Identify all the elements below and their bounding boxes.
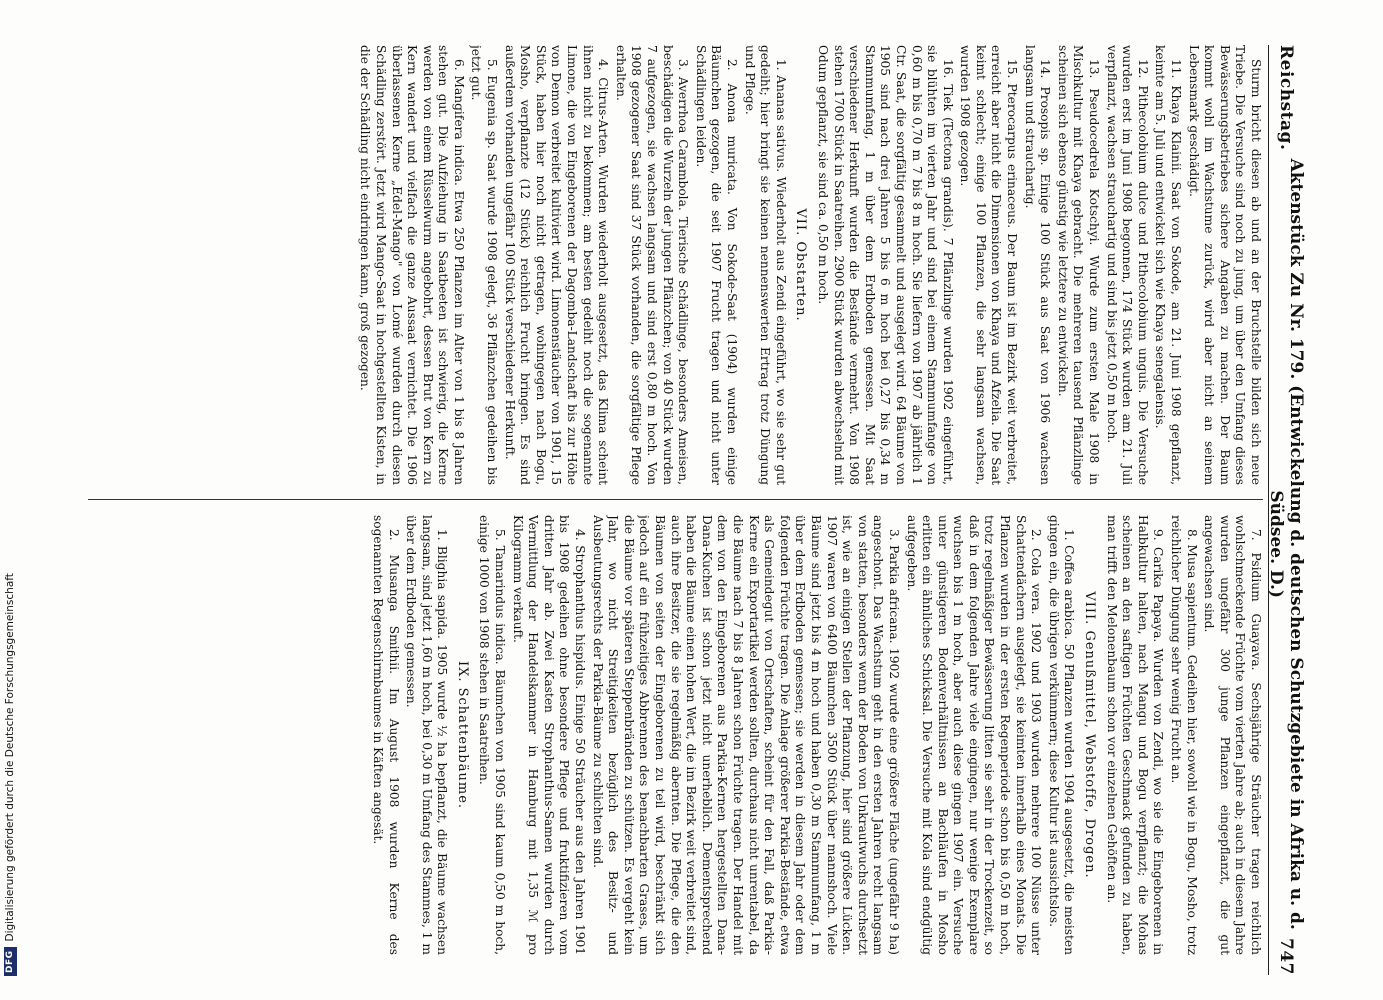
section-heading: VIII. Genußmittel, Webstoffe, Drogen. bbox=[1082, 591, 1098, 879]
text-columns bbox=[88, 45, 1263, 975]
section-heading: VII. Obstarten. bbox=[793, 208, 809, 322]
paragraph: 3. Parkia africana. 1902 wurde eine größere Fläche (ungefähr 9 ha) angeschont. Das Wachstum geht in den ersten Jahren recht langsam von statten, besonders wenn der Boden von Unkrautwuchs durchsetzt ist, wie an einigen Stellen der Pflanzung, hier sind größere Lücken. 1907 waren von 6400 Bäumchen 3500 Stück über mannshoch. Viele Bäume sind jetzt bis 4 m hoch und haben 0,30 m Stammumfang, 1 m über dem Erdboden gemessen; sie werden in diesem Jahr oder dem folgenden Früchte tragen. Die Anlage größerer Parkia-Bestände, etwa als Gemeindegut von Ortschaften, scheint für den Fall, daß Parkia-Kerne ein Exportartikel werden sollten, durchaus nicht unrentabel, da die Bäume nach 7 bis 8 Jahren schon Früchte tragen. Der Handel mit dem von den Eingeborenen aus Parkia-Kernen hergestellten Dana-Dana-Kuchen ist schon jetzt nicht unerheblich. Dementsprechend haben die Bäume einen hohen Wert, die im Bezirk weit verbreitet sind, auch ihre Besitzer, die sie regelmäßig abernten. Die Pflege, die den Bäumen von seiten der Eingeborenen zu teil wird, beschränkt sich jedoch auf ein frühzeitiges Abbrennen des benachbarten Grases, um die Bäume vor späteren Steppenbränden zu schützen. Es vergeht kein Jahr, wo nicht Streitigkeiten bezüglich des Besitz- und Ausbeutungsrechts der Parkia-Bäume zu schlichten sind. bbox=[590, 515, 901, 955]
credit-text: Digitalisierung gefördert durch die Deutsche Forschungsgemeinschaft bbox=[4, 573, 16, 942]
column-divider bbox=[88, 499, 1263, 500]
paragraph: 1. Blighia sapida. 1905 wurde ½ ha bepflanzt, die Bäume wachsen langsam, sind jetzt 1,60 m hoch, bei 0,30 m Umfang des Stammes, 1 m über dem Erdboden gemessen. bbox=[404, 515, 450, 955]
paragraph: 4. Citrus-Arten. Wurden wiederholt ausgesetzt, das Klima scheint ihnen nicht zu bekommen; am besten gedeiht noch die sogenannte Limone, die von Eingeborenen der Dagomba-Landschaft bis zur Höhe von Demon verbreitet kultiviert wird. Limonenstäucher von 1901, 15 Stück, haben hier noch nicht getragen, wohingegen nach Bogu, Mosho, verpflanzte (12 Stück) reichlich Frucht bringen. Es sind außerdem vorhanden ungefähr 100 Stück verschiedener Herkunft. bbox=[502, 45, 611, 485]
right-column bbox=[88, 515, 1263, 955]
paragraph: 1. Coffea arabica. 50 Pflanzen wurden 1904 ausgesetzt, die meisten gingen ein, die übrigen verkümmern; diese Kultur ist aussichtslos. bbox=[1046, 515, 1077, 955]
paragraph: 2. Anona muricata. Von Sokode-Saat (1904) wurden einige Bäumchen gezogen, die seit 1907 Frucht tragen und nicht unter Schädlingen leiden. bbox=[693, 45, 739, 485]
digitization-credit bbox=[1, 0, 19, 1000]
paragraph: 9. Carika Papaya. Wurden von Zendi, wo sie die Eingeborenen in Halbkultur halten, nach Mangu und Bogu verpflanzt; die Mohas scheinen an den saftigen Früchten Geschmack gefunden zu haben, man trifft den Melonenbaum schon vor einzelnen Gehöften an. bbox=[1104, 515, 1166, 955]
paragraph: 4. Strophanthus hispidus. Einige 50 Sträucher aus den Jahren 1901 bis 1908 gedeihen ohne besondere Pflege und fruktifizieren vom dritten Jahr ab. Zwei Kasten Strophanthus-Samen wurden durch Vermittlung der Handelskammer in Hamburg mit 1,35 ℳ pro Kilogramm verkauft. bbox=[510, 515, 588, 955]
paragraph: 11. Khaya Klainii. Saat von Sokode, am 21. Juni 1908 gepflanzt, keimte am 5. Juli und entwickelt sich wie Khaya senegalensis. bbox=[1153, 45, 1184, 485]
paragraph: 5. Tamarindus indica. Bäumchen von 1905 sind kaum 0,50 m hoch, einige 1000 von 1908 stehen in Saatreihen. bbox=[477, 515, 508, 955]
paragraph: 3. Averrhoa Carambola. Tierische Schädlinge, besonders Ameisen, beschädigen die Wurzeln der jungen Pflänzchen; von 40 Stück wurden 7 aufgezogen, sie wachsen langsam und sind erst 0,80 m hoch. Von 1908 gezogener Saat sind 37 Stück vorhanden, die sorgfältige Pflege erhalten. bbox=[613, 45, 691, 485]
paragraph: Sturm bricht diesen ab und an der Bruchstelle bilden sich neue Triebe. Die Versuche sind noch zu jung, um über den Umfang dieses Bewässerungsbetriebes sichere Angaben zu machen. Der Baum kommt wohl im Wachstume zurück, wird aber nicht an seinem Lebensmark geschädigt. bbox=[1186, 45, 1263, 485]
paragraph: 15. Pterocarpus erinaceus. Der Baum ist im Bezirk weit verbreitet, erreicht aber nicht die Dimensionen von Khaya und Afzelia. Die Saat keimt schlecht; einige 100 Pflanzen, die sehr langsam wachsen, wurden 1908 gezogen. bbox=[958, 45, 1020, 485]
header-title: Aktenstück Zu Nr. 179. (Entwickelung d. deutschen Schutzgebiete in Afrika u. d. Südsee. D.) bbox=[1266, 158, 1306, 930]
page-number: 747 bbox=[1276, 938, 1296, 975]
paragraph: 7. Psidium Guayava. Sechsjährige Sträucher tragen reichlich wohlschmeckende Früchte vom vierten Jahre ab; auch in diesem Jahre wurden ungefähr 300 junge Pflanzen eingepflanzt, die gut angewachsen sind. bbox=[1202, 515, 1263, 955]
paragraph: 12. Pithecolobium dulce und Pithecolobium unguis. Die Versuche wurden erst im Juni 1908 begonnen, 174 Stück wurden am 21. Juli verpflanzt, wachsen strauchartig und sind bis jetzt 0,50 m hoch. bbox=[1104, 45, 1150, 485]
section-heading: IX. Schattenbäume. bbox=[454, 660, 470, 810]
dfg-logo: DFG bbox=[4, 947, 17, 976]
paragraph: 2. Musanga Smithii. Im August 1908 wurden Kerne des sogenannten Regenschirmbaumes in Käften angesät. bbox=[370, 515, 401, 955]
paragraph: 8. Musa sapientum. Gedeihen hier, sowohl wie in Bogu, Mosho, trotz reichlicher Düngung sehr wenig Frucht an. bbox=[1169, 515, 1199, 955]
paragraph: 13. Pseudocedrela Kotschyi. Wurde zum ersten Male 1908 in Mischkultur mit Khaya gebracht. Die mehreren tausend Pflänzlinge scheinen sich ebenso günstig wie letztere zu entwickeln. bbox=[1055, 45, 1102, 485]
paragraph: 1. Ananas sativus. Wiederholt aus Zendi eingeführt, wo sie sehr gut gedeiht; hier bringt sie keinen nennenswerten Ertrag trotz Düngung und Pflege. bbox=[742, 45, 788, 485]
rotated-page-content bbox=[83, 45, 1306, 975]
left-column bbox=[88, 45, 1263, 485]
paragraph: 6. Mangifera indica. Etwa 250 Pflanzen im Alter von 1 bis 8 Jahren stehen gut. Die Aufziehung in Saatbeeten ist schwierig, die Kerne werden von einem Rüsselwurm angebohrt, dessen Brut von Kern zu Kern wandert und vielfach die ganze Aussaat vernichtet. Die 1906 überlassenen Kerne „Edel-Mango" von Lomé wurden durch diesen Schädling zerstört. Jetzt wird Mango-Saat in hochgestellten Kisten, in die der Schädling nicht eindringen kann, groß gezogen. bbox=[358, 45, 466, 485]
digitization-credit-strip bbox=[0, 0, 20, 1000]
paragraph: 5. Eugenia sp. Saat wurde 1908 gelegt, 36 Pflänzchen gedeihen bis jetzt gut. bbox=[469, 45, 500, 485]
header-left: Reichstag. bbox=[1276, 45, 1296, 151]
paragraph: 16. Tiek (Tectona grandis). 7 Pflänzlinge wurden 1902 eingeführt, sie blühten im vierten Jahr und sind bei einem Stammumfange von 0,60 m bis 0,70 m 7 bis 8 m hoch. Sie liefern von 1907 ab jährlich 1 Ctr. Saat, die sorgfältig gesammelt und ausgelegt wird. 64 Bäume von 1905 sind nach drei Jahren 5 bis 6 m hoch bei 0,27 bis 0,34 m Stammumfang, 1 m über dem Erdboden gemessen. Mit Saat verschiedener Herkunft wurden die Bestände vermehrt. Von 1908 stehen 1700 Stück in Saatreihen. 2900 Stück wurden abwechselnd mit Odum gepflanzt, sie sind ca. 0,50 m hoch. bbox=[815, 45, 955, 485]
paragraph: 2. Cola vera. 1902 und 1903 wurden mehrere 100 Nüsse unter Schattendächern ausgelegt, sie keimten innerhalb eines Monats. Die Pflanzen wurden in der ersten Regenperiode schon bis 0,50 m hoch, trotz regelmäßiger Bewässerung litten sie sehr in der Trockenzeit, so daß in dem folgenden Jahre viele eingingen, nur wenige Exemplare wuchsen bis 1 m hoch, aber auch diese gingen 1907 ein. Versuche unter günstigeren Bodenverhältnissen an Bachläufen in Mosho erlitten ein ähnliches Schicksal. Die Versuche mit Kola sind endgültig aufgegeben. bbox=[904, 515, 1044, 955]
running-header bbox=[1266, 45, 1306, 975]
paragraph: 14. Prosopis sp. Einige 100 Stück aus Saat von 1906 wachsen langsam und strauchartig. bbox=[1022, 45, 1053, 485]
